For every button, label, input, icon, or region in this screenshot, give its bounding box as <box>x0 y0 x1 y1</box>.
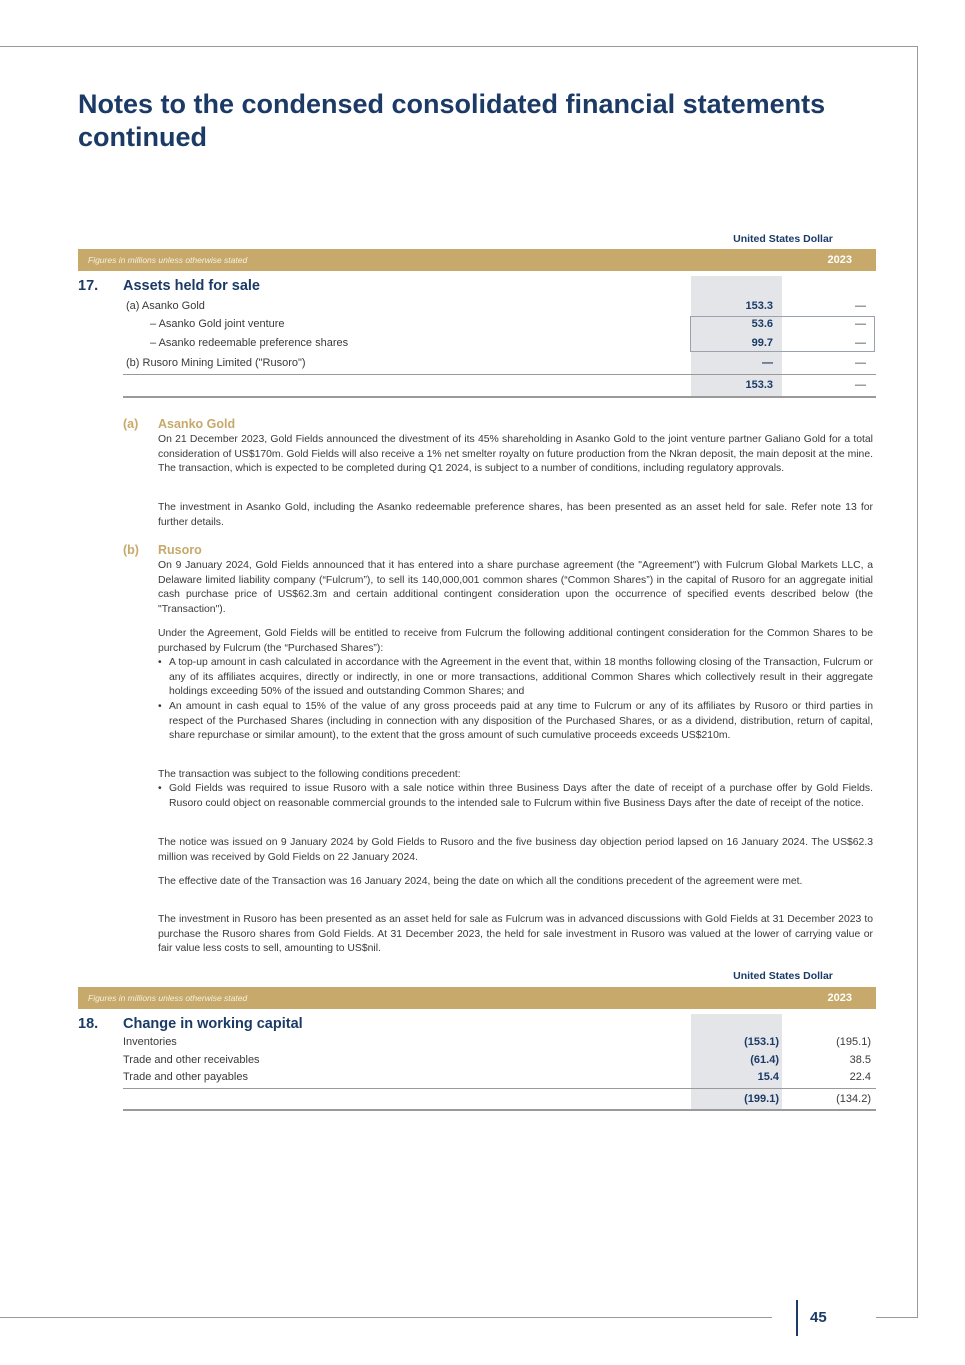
table-row <box>123 1034 876 1052</box>
subtotal-rule <box>123 374 876 375</box>
column-header-2023: 2023 <box>827 992 852 1004</box>
row-label: – Asanko Gold joint venture <box>150 318 285 330</box>
note-letter: (b) <box>123 543 139 557</box>
paragraph: On 21 December 2023, Gold Fields announced the divestment of its 45% shareholding in Asanko Gold to the joint venture partner Galiano Gold for a total consideration of US$170m. Gold Fields will also receive a 1% net smelter royalty on future production from the Nkran deposit, the main deposit at the mine. The transaction, which is expected to be completed during Q1 2024, is subject to a number of conditions, including regulatory approvals. <box>158 434 873 475</box>
section-title: Assets held for sale <box>123 278 260 294</box>
column-header-2022: 2022 <box>919 992 944 1004</box>
subtotal-rule <box>123 1088 876 1089</box>
section-number: 18. <box>78 1016 99 1032</box>
table-row <box>123 355 876 373</box>
value-2022: — <box>855 300 866 312</box>
bullet-text: A top-up amount in cash calculated in accordance with the Agreement in the event that, within 18 months following closing of the Transaction, Fulcrum or any of its affiliates acquires, directly or indirectly, in one or more transactions, additional Common Shares which collectively result in their aggregate holdings exceeding 50% of the issued and outstanding Common Shares; and <box>169 657 873 698</box>
paragraph: The effective date of the Transaction was 16 January 2024, being the date on which all the conditions precedent of the agreement were met. <box>158 876 803 887</box>
row-label: (b) Rusoro Mining Limited ("Rusoro") <box>126 357 306 369</box>
total-rule <box>123 1109 876 1111</box>
total-row <box>123 1091 876 1109</box>
paragraph: On 9 January 2024, Gold Fields announced that it has entered into a share purchase agreement (the "Agreement") with Fulcrum Global Markets LLC, a Delaware limited liability company (“Fulcrum”), to sell its 140,000,001 common shares (“Common Shares”) in the capital of Rusoro for an aggregate initial cash purchase price of US$62.3m and certain additional contingent consideration upon the occurrence of specified events described below (the "Transaction"). <box>158 560 873 615</box>
currency-label: United States Dollar <box>733 233 833 245</box>
row-label: (a) Asanko Gold <box>126 300 205 312</box>
figures-note: Figures in millions unless otherwise stated <box>88 993 248 1003</box>
bullet-text: Gold Fields was required to issue Rusoro with a sale notice within three Business Days after the date of receipt of a purchase offer by Gold Fields. Rusoro could object on reasonable commercial grounds to the intended sale to Fulcrum within five Business Days after the date of receipt of the notice. <box>169 783 873 809</box>
table-row <box>123 335 876 353</box>
bullet-item <box>158 656 873 700</box>
section-number: 17. <box>78 278 99 294</box>
page-frame-bottom-right <box>876 1317 918 1318</box>
table-row <box>123 1069 876 1087</box>
total-rule <box>123 396 876 398</box>
bullet-text: An amount in cash equal to 15% of the value of any gross proceeds paid at any time to Fulcrum or any of its affiliates by Rusoro or third parties in respect of the Purchased Shares (including in connection with any disposition of the Purchased Shares, or as a dividend, distribution, return of capital, share repurchase or similar amount), to the extent that the gross amount of such cumulative proceeds exceeds US$210m. <box>169 701 873 742</box>
row-label: Trade and other receivables <box>123 1054 260 1066</box>
column-header-2023: 2023 <box>827 254 852 266</box>
bullet-item <box>158 782 873 811</box>
section-title: Change in working capital <box>123 1016 303 1032</box>
note-title: Asanko Gold <box>158 417 236 431</box>
value-2022: (195.1) <box>836 1036 871 1048</box>
table-header-band <box>78 249 944 271</box>
value-2023: 15.4 <box>757 1071 779 1083</box>
row-label: – Asanko redeemable preference shares <box>150 337 349 349</box>
table-row <box>123 298 876 316</box>
page-number-bar <box>796 1300 798 1336</box>
page-frame-right <box>917 46 918 1318</box>
paragraph: The notice was issued on 9 January 2024 by Gold Fields to Rusoro and the five business day objection period lapsed on 16 January 2024. The US$62.3 million was received by Gold Fields on 22 January 2024. <box>158 837 873 863</box>
total-2023: 153.3 <box>745 379 773 391</box>
table-row <box>123 1052 876 1070</box>
row-label: Trade and other payables <box>123 1071 248 1083</box>
bullet-marker: • <box>158 701 162 712</box>
total-row <box>123 377 876 395</box>
value-2023: 53.6 <box>751 318 773 330</box>
table-header-band <box>78 987 944 1009</box>
value-2022: 38.5 <box>849 1054 871 1066</box>
value-2023: — <box>762 357 773 369</box>
currency-label: United States Dollar <box>733 970 833 982</box>
value-2023: 99.7 <box>751 337 773 349</box>
total-2022: — <box>855 379 866 391</box>
value-2022: — <box>855 357 866 369</box>
figures-note: Figures in millions unless otherwise stated <box>88 255 248 265</box>
column-header-2022: 2022 <box>919 254 944 266</box>
paragraph: Under the Agreement, Gold Fields will be entitled to receive from Fulcrum the following additional contingent consideration for the Common Shares to be purchased by Fulcrum (the “Purchased Shares”): <box>158 628 873 654</box>
bullet-item <box>158 700 873 744</box>
note-title: Rusoro <box>158 543 202 557</box>
page-number: 45 <box>810 1309 827 1326</box>
paragraph: The investment in Asanko Gold, including the Asanko redeemable preference shares, has been presented as an asset held for sale. Refer note 13 for further details. <box>158 502 873 528</box>
value-2022: 22.4 <box>849 1071 871 1083</box>
paragraph: The investment in Rusoro has been presented as an asset held for sale as Fulcrum was in advanced discussions with Gold Fields at 31 December 2023 to purchase the Rusoro shares from Gold Fields. At 31 December 2023, the held for sale investment in Rusoro was valued at the lower of carrying value or fair value less costs to sell, amounting to US$nil. <box>158 914 873 955</box>
table-row <box>123 316 876 334</box>
bullet-marker: • <box>158 783 162 794</box>
paragraph: The transaction was subject to the following conditions precedent: <box>158 769 461 780</box>
value-2023: (61.4) <box>750 1054 779 1066</box>
page-frame-bottom <box>0 1317 772 1318</box>
value-2022: — <box>855 318 866 330</box>
total-2022: (134.2) <box>836 1093 871 1105</box>
value-2022: — <box>855 337 866 349</box>
page-frame-top <box>0 46 918 47</box>
total-2023: (199.1) <box>744 1093 779 1105</box>
page-title: Notes to the condensed consolidated financial statements continued <box>78 89 826 152</box>
bullet-marker: • <box>158 657 162 668</box>
value-2023: 153.3 <box>745 300 773 312</box>
value-2023: (153.1) <box>744 1036 779 1048</box>
row-label: Inventories <box>123 1036 177 1048</box>
note-letter: (a) <box>123 417 139 431</box>
